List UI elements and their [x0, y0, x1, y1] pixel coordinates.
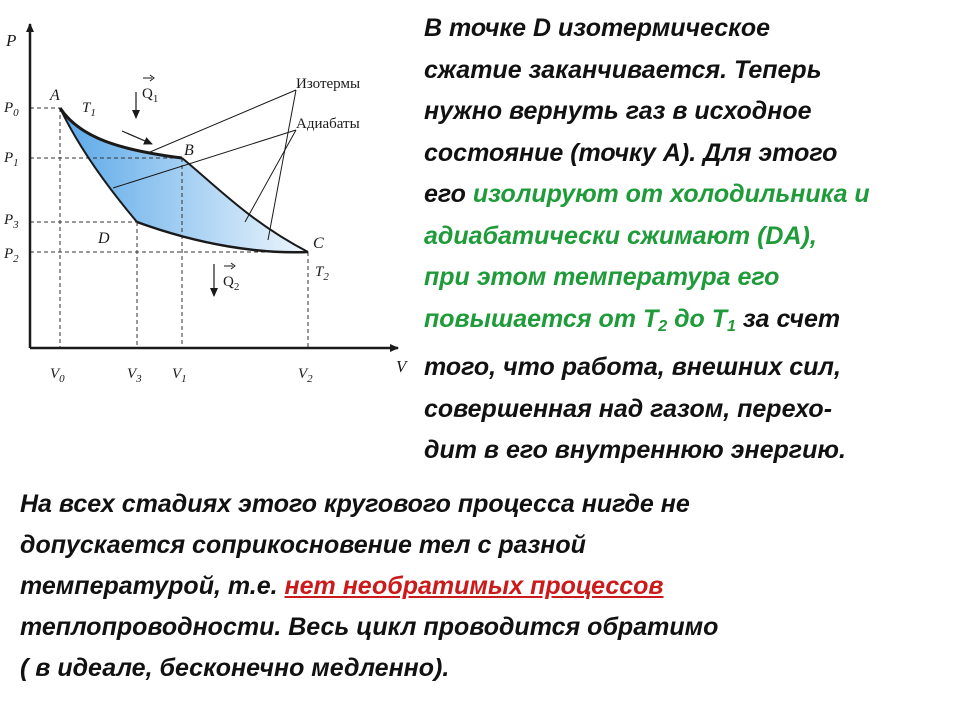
conclusion-text: [20, 484, 950, 689]
carnot-cycle-diagram: [0, 0, 420, 400]
point-c-label: C: [313, 235, 324, 252]
text-line: В точке D изотермическое: [424, 14, 771, 42]
text-line: ( в идеале, бесконечно медленно).: [20, 654, 450, 682]
text-line: температурой, т.е. нет необратимых процессов: [20, 572, 664, 600]
highlight-green: изолируют от холодильника и: [472, 180, 870, 208]
explanation-text: [424, 8, 946, 472]
text-line-green: при этом температура его: [424, 263, 780, 291]
highlight-red: нет необратимых процессов: [284, 572, 664, 600]
text-line: теплопроводности. Весь цикл проводится обратимо: [20, 613, 719, 641]
text-line: нужно вернуть газ в исходное: [424, 97, 812, 125]
text-line: На всех стадиях этого кругового процесса нигде не: [20, 490, 690, 518]
point-b-label: B: [184, 142, 194, 159]
text-line: дит в его внутреннюю энергию.: [424, 436, 846, 464]
isotherms-label: Изотермы: [296, 76, 361, 92]
v0-tick-label: $V_0$: [50, 366, 65, 385]
point-d-label: D: [98, 230, 110, 247]
text-line: сжатие заканчивается. Теперь: [424, 55, 822, 84]
p0-tick-label: $P_0$: [4, 100, 19, 119]
t1-label: $T_1$: [82, 100, 96, 119]
q2-label: [223, 263, 239, 293]
p-axis-label: P: [6, 31, 17, 50]
point-a-label: A: [50, 87, 60, 104]
p3-tick-label: $P_3$: [4, 212, 19, 231]
text-line: его изолируют от холодильника и: [424, 180, 870, 208]
text-line-green: адиабатически сжимают (DA),: [424, 221, 817, 250]
text-line: того, что работа, внешних сил,: [424, 353, 841, 381]
svg-text:Q1: $Q_1$: [142, 86, 159, 105]
q1-label: [142, 75, 158, 105]
svg-text:Q2: $Q_2$: [223, 274, 240, 293]
v2-tick-label: $V_2$: [298, 366, 313, 385]
adiabats-label: Адиабаты: [296, 116, 360, 132]
text-line: совершенная над газом, перехо-: [424, 394, 833, 423]
text-line: повышается от Т2 до Т1 за счет: [424, 304, 841, 335]
v-axis-label: V: [396, 357, 407, 376]
v3-tick-label: $V_3$: [127, 366, 142, 385]
direction-arrow: [122, 131, 152, 144]
v1-tick-label: $V_1$: [172, 366, 187, 385]
p1-tick-label: $P_1$: [4, 150, 19, 169]
t2-label: $T_2$: [315, 264, 329, 283]
text-line: состояние (точку А). Для этого: [424, 138, 838, 167]
p2-tick-label: $P_2$: [4, 246, 19, 265]
text-line: допускается соприкосновение тел с разной: [20, 531, 586, 559]
